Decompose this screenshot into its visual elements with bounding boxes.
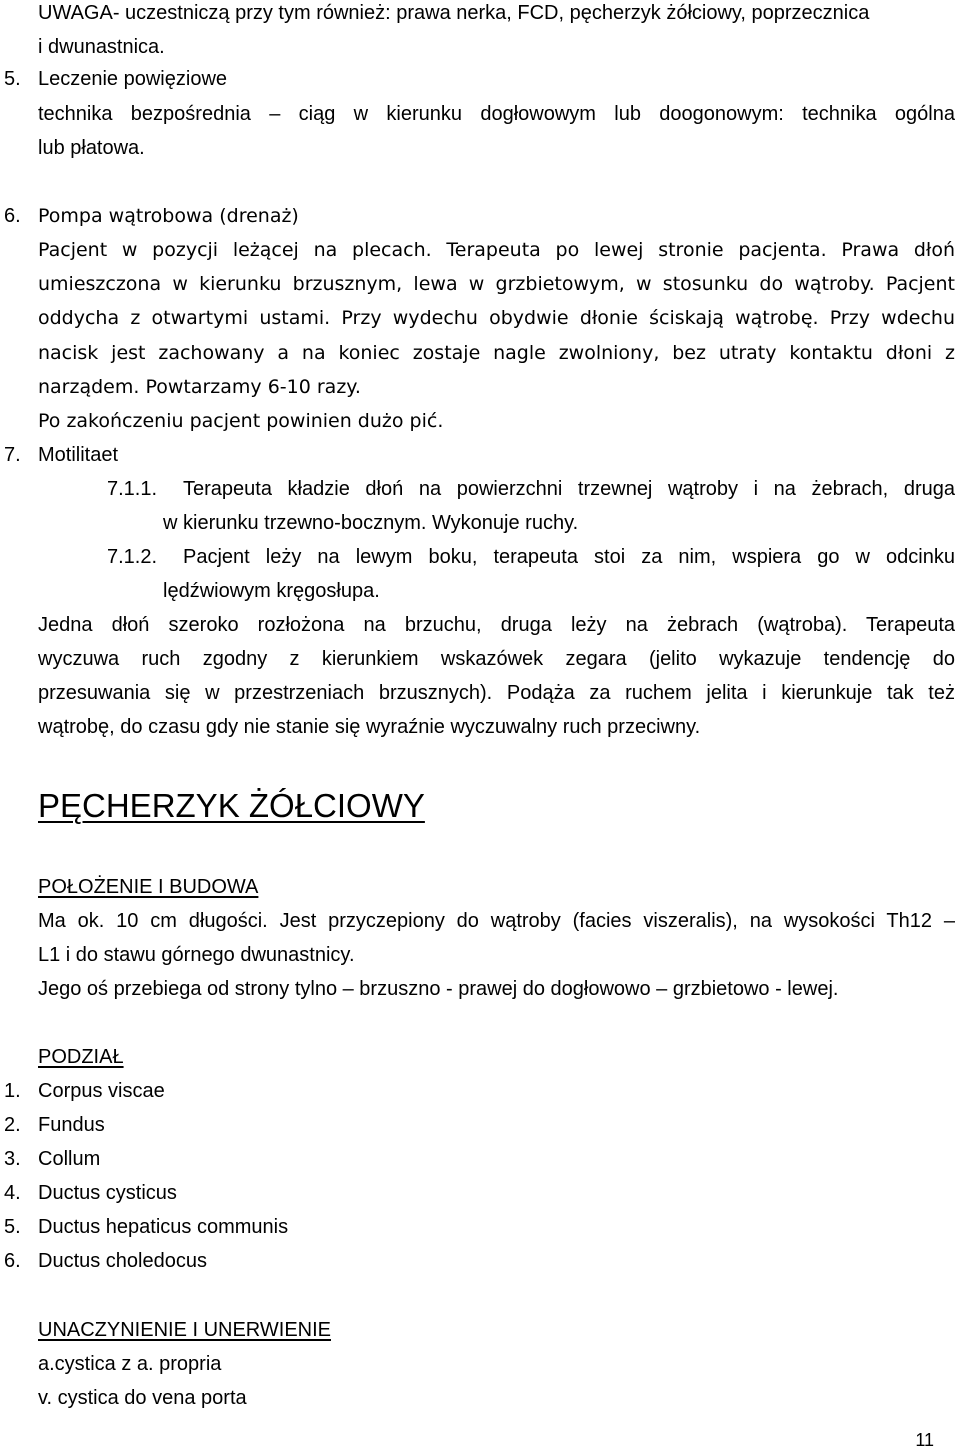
podzial-item-6-number: 6.	[4, 1250, 21, 1272]
item6-line-4: nacisk jest zachowany a na koniec zostaje nagle zwolniony, bez utraty kontaktu dłoni z	[38, 342, 955, 364]
item6-line-6: Po zakończeniu pacjent powinien dużo pić.	[38, 410, 444, 432]
item5-title: Leczenie powięziowe	[38, 68, 228, 90]
podzial-item-4: Ductus cysticus	[38, 1182, 177, 1204]
podzial-item-2-number: 2.	[4, 1114, 21, 1136]
page-number: 11	[915, 1430, 934, 1450]
podzial-item-1-number: 1.	[4, 1080, 21, 1102]
item6-line-1: Pacjent w pozycji leżącej na plecach. Terapeuta po lewej stronie pacjenta. Prawa dłoń	[38, 239, 955, 261]
item7-sub1-number: 7.1.1.	[107, 478, 158, 500]
item6-line-5: narządem. Powtarzamy 6-10 razy.	[38, 376, 361, 398]
item7-sub2-line-1: Pacjent leży na lewym boku, terapeuta stoi za nim, wspiera go w odcinku	[183, 546, 955, 568]
podzial-item-4-number: 4.	[4, 1182, 21, 1204]
item7-sub1-line-1: Terapeuta kładzie dłoń na powierzchni trzewnej wątroby i na żebrach, druga	[183, 478, 955, 500]
item7-sub1-line-2: w kierunku trzewno-bocznym. Wykonuje ruchy.	[163, 512, 579, 534]
item5-number: 5.	[4, 68, 21, 90]
polozenie-line-2: L1 i do stawu górnego dwunastnicy.	[38, 944, 355, 966]
podzial-item-3: Collum	[38, 1148, 101, 1170]
item5-line-2: lub płatowa.	[38, 137, 145, 159]
podzial-item-2: Fundus	[38, 1114, 105, 1136]
item7-sub2-line-2: lędźwiowym kręgosłupa.	[163, 580, 380, 602]
section-title: PĘCHERZYK ŻÓŁCIOWY	[38, 787, 425, 824]
podzial-item-1: Corpus viscae	[38, 1080, 165, 1102]
podzial-item-3-number: 3.	[4, 1148, 21, 1170]
item7-para-line-2: wyczuwa ruch zgodny z kierunkiem wskazówek zegara (jelito wykazuje tendencję do	[38, 648, 955, 670]
unaczynienie-line-2: v. cystica do vena porta	[38, 1387, 247, 1409]
polozenie-line-1: Ma ok. 10 cm długości. Jest przyczepiony do wątroby (facies viszeralis), na wysokości Th12 –	[38, 910, 955, 932]
item5-line-1: technika bezpośrednia – ciąg w kierunku dogłowowym lub doogonowym: technika ogólna	[38, 103, 955, 125]
item6-line-2: umieszczona w kierunku brzusznym, lewa w grzbietowym, w stosunku do wątroby. Pacjent	[38, 273, 955, 295]
item7-para-line-4: wątrobę, do czasu gdy nie stanie się wyraźnie wyczuwalny ruch przeciwny.	[38, 716, 701, 738]
podzial-item-5: Ductus hepaticus communis	[38, 1216, 289, 1238]
item7-para-line-1: Jedna dłoń szeroko rozłożona na brzuchu, druga leży na żebrach (wątroba). Terapeuta	[38, 614, 955, 636]
item6-title: Pompa wątrobowa (drenaż)	[38, 205, 299, 227]
unaczynienie-line-1: a.cystica z a. propria	[38, 1353, 222, 1375]
item6-line-3: oddycha z otwartymi ustami. Przy wydechu obydwie dłonie ściskają wątrobę. Przy wdechu	[38, 307, 955, 329]
item7-number: 7.	[4, 444, 21, 466]
item6-number: 6.	[4, 205, 21, 227]
podzial-item-5-number: 5.	[4, 1216, 21, 1238]
uwaga-line-2: i dwunastnica.	[38, 36, 165, 58]
podzial-heading: PODZIAŁ	[38, 1046, 124, 1068]
polozenie-line-3: Jego oś przebiega od strony tylno – brzuszno - prawej do dogłowowo – grzbietowo - lewej.	[38, 978, 839, 1000]
podzial-item-6: Ductus choledocus	[38, 1250, 207, 1272]
unaczynienie-heading: UNACZYNIENIE I UNERWIENIE	[38, 1319, 331, 1341]
polozenie-heading: POŁOŻENIE I BUDOWA	[38, 876, 259, 898]
item7-para-line-3: przesuwania się w przestrzeniach brzusznych). Podąża za ruchem jelita i kierunkuje tak też	[38, 682, 955, 704]
uwaga-line-1: UWAGA- uczestniczą przy tym również: prawa nerka, FCD, pęcherzyk żółciowy, poprzecznica	[38, 2, 870, 24]
item7-sub2-number: 7.1.2.	[107, 546, 158, 568]
item7-title: Motilitaet	[38, 444, 119, 466]
